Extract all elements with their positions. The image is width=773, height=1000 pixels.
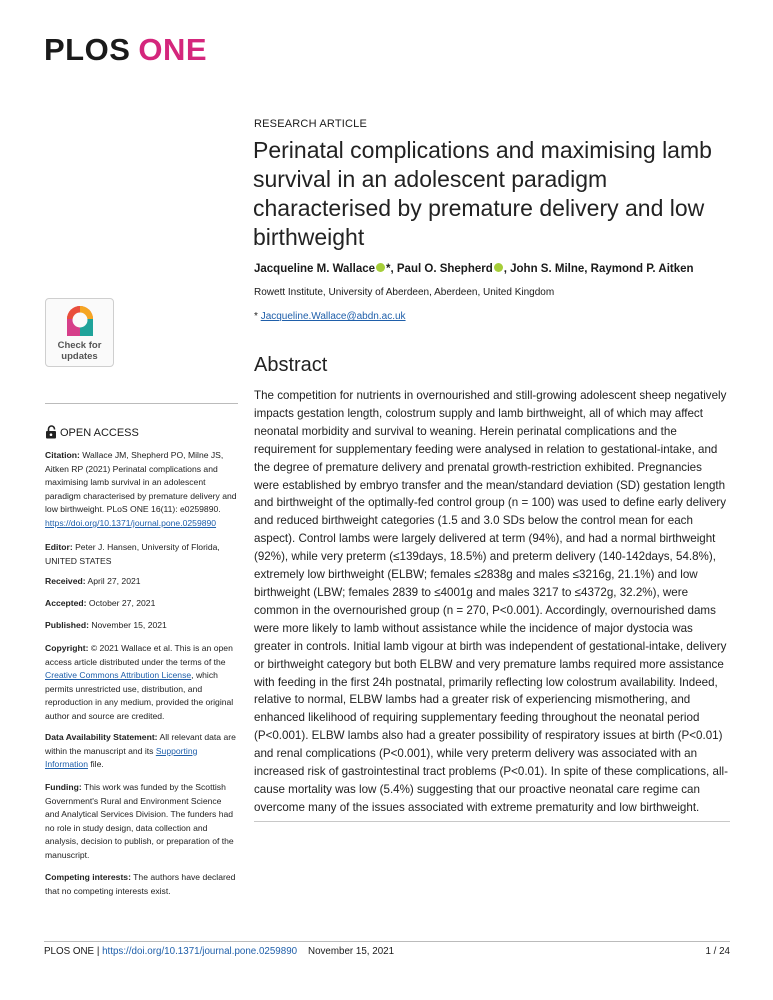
correspondence (254, 311, 406, 322)
logo-plos: PLOS (44, 32, 131, 67)
published-date: Published: November 15, 2021 (45, 620, 167, 630)
plos-one-logo[interactable] (44, 34, 207, 65)
affiliation: Rowett Institute, University of Aberdeen, Aberdeen, United Kingdom (254, 287, 555, 298)
orcid-icon[interactable] (494, 263, 503, 272)
footer-date: November 15, 2021 (308, 946, 395, 957)
author-shepherd[interactable]: Paul O. Shepherd (396, 263, 493, 275)
editor-block: Editor: Peter J. Hansen, University of Florida, UNITED STATES (45, 542, 220, 566)
funding-block: Funding: This work was funded by the Scottish Government's Rural and Environment Science and Analytical Services Division. The funders had no role in study design, data collection and analysis, decision to publish, or preparation of the manuscript. (45, 782, 234, 860)
citation-block: Citation: Wallace JM, Shepherd PO, Milne JS, Aitken RP (2021) Perinatal complications and maximising lamb survival in an adolescent paradigm characterised by premature delivery and low birthweight. PLoS ONE 16(11): e0259890. https://doi.org/10.1371/journal.pone.0259890 (45, 450, 237, 528)
corresponding-mark: *, (386, 263, 397, 275)
article-title: Perinatal complications and maximising lamb survival in an adolescent paradigm characterised by premature delivery and low birthweight (253, 137, 712, 250)
check-for-updates-icon (64, 304, 96, 338)
abstract-divider (254, 821, 730, 822)
check-for-updates-label: Check for updates (57, 340, 102, 362)
author-separator: , (503, 263, 511, 275)
author-milne-aitken[interactable]: John S. Milne, Raymond P. Aitken (510, 263, 694, 275)
page-number: 1 / 24 (705, 946, 730, 957)
license-link[interactable]: Creative Commons Attribution License (45, 670, 192, 681)
abstract-text: The competition for nutrients in overnourished and still-growing adolescent sheep negatively impacts gestation length, colostrum supply and lamb birthweight, all of which may affect neonatal morbidity and survival to weaning. Herein perinatal complications and the requirement for supplementary feeding were analysed in relation to gestational-intake, and the degree of premature delivery and prenatal growth-restriction exhibited. Pregnancies were established by embryo transfer and the mean/standard deviation (SD) gestation length and birthweight of the optimally-fed control group (n = 100) was used to define early delivery and reduced birthweight categories (1.5 and 3.0 SDs below the control mean for each aspect). Control lambs were largely delivered at term (94%), and had a normal birthweight (92%), while very preterm (≤139days, 18.5%) and preterm delivery (140-142days, 54.8%), extremely low birthweight (ELBW; females ≤2838g and males ≤3216g, 21.1%) and low birthweight (LBW; females 2839 to ≤4001g and males 3217 to ≤4372g, 32.2%), were common in the overnourished group (n = 270, P<0.001). Accordingly, overnourished dams were more likely to lamb without assistance while the incidence of major dystocia was greater in controls. Initial lamb vigour at birth was independent of gestational-intake, delivery or birthweight category but both ELBW and very premature lambs required more assistance with feeding in the first 24h postnatal, primarily reflecting low colostrum availability. Indeed, relative to normal, ELBW lambs had a greater risk of experiencing mismothering, and enhanced likelihood of requiring supplementary feeding throughout the neonatal period (P<0.001). ELBW lambs also had a greater possibility of respiratory issues at birth (P<0.01) and renal complications (P<0.001), while very preterm delivery was associated with an increased risk of gastrointestinal tract problems (P<0.01). In spite of these complications, all-cause mortality was low (5.4%) suggesting that our proactive neonatal care regime can overcome many of the issues associated with extreme prematurity and low birthweight. (254, 389, 728, 814)
accepted-date: Accepted: October 27, 2021 (45, 598, 156, 608)
sidebar-divider (45, 403, 238, 404)
correspondence-email-link[interactable]: Jacqueline.Wallace@abdn.ac.uk (260, 311, 406, 322)
orcid-icon[interactable] (376, 263, 385, 272)
copyright-block: Copyright: © 2021 Wallace et al. This is an open access article distributed under the terms of the Creative Commons Attribution License, which permits unrestricted use, distribution, and reproduction in any medium, provided the original author and source are credited. (45, 643, 234, 721)
competing-interests-block: Competing interests: The authors have declared that no competing interests exist. (45, 872, 236, 896)
logo-one: ONE (138, 32, 208, 67)
open-access-label: OPEN ACCESS (45, 426, 139, 440)
footer-doi-link[interactable]: https://doi.org/10.1371/journal.pone.0259890 (102, 946, 298, 957)
author-list (254, 263, 694, 275)
author-wallace[interactable]: Jacqueline M. Wallace (254, 263, 376, 275)
citation-doi-link[interactable]: https://doi.org/10.1371/journal.pone.0259890 (45, 517, 217, 528)
footer-citation: PLOS ONE | https://doi.org/10.1371/journal.pone.0259890 November 15, 2021 (44, 946, 395, 957)
footer-journal: PLOS ONE (44, 946, 95, 957)
data-availability-block: Data Availability Statement: All relevant data are within the manuscript and its Supporting Information file. (45, 732, 236, 770)
check-for-updates-badge[interactable] (45, 298, 114, 367)
article-type: RESEARCH ARTICLE (254, 118, 368, 130)
received-date: Received: April 27, 2021 (45, 576, 141, 586)
supporting-information-link[interactable]: Supporting Information (45, 745, 198, 770)
footer-divider (44, 941, 730, 942)
abstract-heading: Abstract (254, 354, 328, 376)
correspondence-mark: * (254, 311, 258, 322)
open-lock-icon (45, 425, 57, 439)
